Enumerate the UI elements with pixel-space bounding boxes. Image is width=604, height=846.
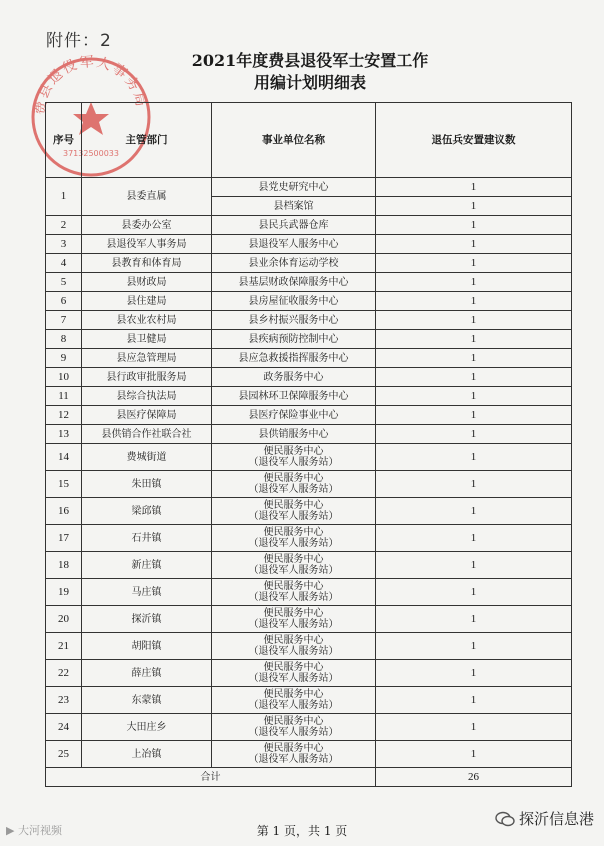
cell-unit — [212, 741, 376, 768]
table-row — [46, 330, 572, 349]
cell-count: 1 — [376, 235, 572, 254]
cell-unit-main: 县基层财政保障服务中心 — [238, 276, 349, 288]
cell-unit-sub: （退役军人服务站） — [248, 646, 339, 657]
table-row — [46, 741, 572, 768]
cell-count: 1 — [376, 349, 572, 368]
cell-seq: 11 — [46, 387, 82, 406]
cell-seq: 19 — [46, 579, 82, 606]
cell-unit-main: 便民服务中心 — [263, 743, 324, 754]
cell-dept: 探沂镇 — [82, 606, 212, 633]
cell-unit-main: 便民服务中心 — [263, 689, 324, 700]
cell-count: 1 — [376, 406, 572, 425]
cell-seq: 21 — [46, 633, 82, 660]
table-header-row — [46, 103, 572, 178]
cell-count: 1 — [376, 471, 572, 498]
cell-count: 1 — [376, 368, 572, 387]
cell-unit-main: 县应急救援指挥服务中心 — [238, 352, 349, 364]
cell-unit-sub: （退役军人服务站） — [248, 727, 339, 738]
cell-count: 1 — [376, 387, 572, 406]
table-row — [46, 579, 572, 606]
table-row — [46, 368, 572, 387]
cell-dept: 县供销合作社联合社 — [82, 425, 212, 444]
cell-dept: 费城街道 — [82, 444, 212, 471]
table-row — [46, 633, 572, 660]
cell-seq: 14 — [46, 444, 82, 471]
cell-seq: 4 — [46, 254, 82, 273]
cell-unit-sub: （退役军人服务站） — [248, 538, 339, 549]
cell-unit — [212, 273, 376, 292]
cell-count: 1 — [376, 444, 572, 471]
cell-seq: 20 — [46, 606, 82, 633]
cell-count: 1 — [376, 197, 572, 216]
cell-unit-sub: （退役军人服务站） — [248, 511, 339, 522]
watermark-left-text: 大河视频 — [17, 824, 62, 837]
cell-unit — [212, 216, 376, 235]
cell-dept: 县住建局 — [82, 292, 212, 311]
cell-unit — [212, 349, 376, 368]
cell-count: 1 — [376, 254, 572, 273]
cell-dept: 薛庄镇 — [82, 660, 212, 687]
cell-dept: 县教育和体育局 — [82, 254, 212, 273]
cell-count: 1 — [376, 660, 572, 687]
cell-unit-sub: （退役军人服务站） — [248, 673, 339, 684]
total-value: 26 — [376, 768, 572, 787]
cell-unit: 县档案馆 — [212, 197, 376, 216]
cell-seq: 22 — [46, 660, 82, 687]
cell-unit — [212, 498, 376, 525]
cell-unit — [212, 235, 376, 254]
cell-dept: 县医疗保障局 — [82, 406, 212, 425]
video-logo-icon: ▶ — [6, 824, 15, 837]
cell-unit-main: 便民服务中心 — [263, 662, 324, 673]
cell-dept: 县财政局 — [82, 273, 212, 292]
cell-seq: 6 — [46, 292, 82, 311]
cell-seq: 9 — [46, 349, 82, 368]
cell-unit-sub: （退役军人服务站） — [248, 565, 339, 576]
cell-count: 1 — [376, 606, 572, 633]
cell-seq: 23 — [46, 687, 82, 714]
cell-unit — [212, 254, 376, 273]
table-row — [46, 552, 572, 579]
table-row — [46, 254, 572, 273]
cell-unit-sub: （退役军人服务站） — [248, 754, 339, 765]
cell-seq: 25 — [46, 741, 82, 768]
cell-seq: 1 — [46, 178, 82, 216]
table-row — [46, 660, 572, 687]
cell-unit — [212, 471, 376, 498]
cell-seq: 24 — [46, 714, 82, 741]
cell-dept: 大田庄乡 — [82, 714, 212, 741]
cell-unit-main: 县疾病预防控制中心 — [248, 333, 339, 345]
cell-seq: 2 — [46, 216, 82, 235]
page-number: 第 1 页，共 1 页 — [256, 824, 348, 838]
cell-dept: 上冶镇 — [82, 741, 212, 768]
watermark-right — [495, 808, 594, 829]
wechat-icon — [495, 811, 515, 827]
cell-seq: 12 — [46, 406, 82, 425]
cell-seq: 5 — [46, 273, 82, 292]
table-row — [46, 425, 572, 444]
cell-seq: 17 — [46, 525, 82, 552]
table-row — [46, 273, 572, 292]
cell-count: 1 — [376, 178, 572, 197]
table-row — [46, 178, 572, 197]
cell-count: 1 — [376, 216, 572, 235]
cell-dept: 县综合执法局 — [82, 387, 212, 406]
table-row — [46, 292, 572, 311]
cell-count: 1 — [376, 714, 572, 741]
svg-text:37132500033: 37132500033 — [63, 149, 119, 158]
cell-dept: 县退役军人事务局 — [82, 235, 212, 254]
cell-unit — [212, 579, 376, 606]
table-row — [46, 349, 572, 368]
cell-dept: 县应急管理局 — [82, 349, 212, 368]
cell-count: 1 — [376, 579, 572, 606]
cell-unit-main: 便民服务中心 — [263, 473, 324, 484]
watermark-right-text: 探沂信息港 — [518, 810, 594, 828]
cell-unit-main: 便民服务中心 — [263, 581, 324, 592]
title-line-2: 用编计划明细表 — [253, 73, 366, 92]
cell-unit — [212, 330, 376, 349]
cell-unit — [212, 633, 376, 660]
title-line-1: 2021年度费县退役军士安置工作 — [191, 51, 429, 70]
cell-unit-main: 县业余体育运动学校 — [248, 257, 339, 269]
cell-unit-main: 便民服务中心 — [263, 500, 324, 511]
cell-seq: 7 — [46, 311, 82, 330]
cell-dept: 东蒙镇 — [82, 687, 212, 714]
cell-unit — [212, 606, 376, 633]
header-count: 退伍兵安置建议数 — [376, 103, 572, 178]
cell-unit-main: 便民服务中心 — [263, 446, 324, 457]
cell-dept: 石井镇 — [82, 525, 212, 552]
cell-dept: 县农业农村局 — [82, 311, 212, 330]
cell-unit-main: 便民服务中心 — [263, 635, 324, 646]
table-row — [46, 687, 572, 714]
table-body — [46, 178, 572, 787]
cell-count: 1 — [376, 330, 572, 349]
table-row — [46, 216, 572, 235]
cell-unit — [212, 444, 376, 471]
attachment-label: 附件：2 — [46, 31, 112, 51]
cell-unit — [212, 292, 376, 311]
table-row — [46, 406, 572, 425]
cell-unit — [212, 660, 376, 687]
cell-count: 1 — [376, 525, 572, 552]
svg-text:费县退役军人事务局: 费县退役军人事务局 — [32, 54, 150, 116]
cell-unit-main: 县房屋征收服务中心 — [248, 295, 339, 307]
cell-dept: 新庄镇 — [82, 552, 212, 579]
table-total-row — [46, 768, 572, 787]
cell-unit — [212, 368, 376, 387]
cell-count: 1 — [376, 633, 572, 660]
cell-seq: 3 — [46, 235, 82, 254]
cell-seq: 15 — [46, 471, 82, 498]
placement-plan-table — [45, 102, 572, 787]
cell-unit-sub: （退役军人服务站） — [248, 700, 339, 711]
cell-count: 1 — [376, 498, 572, 525]
table-row — [46, 525, 572, 552]
header-dept: 主管部门 — [82, 103, 212, 178]
cell-seq: 8 — [46, 330, 82, 349]
cell-dept: 梁邱镇 — [82, 498, 212, 525]
table-row — [46, 606, 572, 633]
header-seq: 序号 — [46, 103, 82, 178]
total-label: 合计 — [46, 768, 376, 787]
table-row — [46, 311, 572, 330]
cell-seq: 16 — [46, 498, 82, 525]
cell-count: 1 — [376, 741, 572, 768]
cell-unit-main: 县医疗保险事业中心 — [248, 409, 339, 421]
header-unit: 事业单位名称 — [212, 103, 376, 178]
table-row — [46, 714, 572, 741]
cell-unit-sub: （退役军人服务站） — [248, 484, 339, 495]
cell-dept: 朱田镇 — [82, 471, 212, 498]
cell-dept: 县委直属 — [82, 178, 212, 216]
table-row — [46, 387, 572, 406]
cell-count: 1 — [376, 687, 572, 714]
cell-unit-sub: （退役军人服务站） — [248, 457, 339, 468]
document-title — [160, 50, 460, 94]
cell-count: 1 — [376, 425, 572, 444]
table-row — [46, 444, 572, 471]
cell-count: 1 — [376, 273, 572, 292]
cell-count: 1 — [376, 292, 572, 311]
cell-count: 1 — [376, 311, 572, 330]
cell-seq: 18 — [46, 552, 82, 579]
cell-unit-main: 县退役军人服务中心 — [248, 238, 339, 250]
cell-unit — [212, 406, 376, 425]
watermark-left — [6, 822, 62, 838]
cell-unit-main: 县乡村振兴服务中心 — [248, 314, 339, 326]
cell-unit-sub: （退役军人服务站） — [248, 592, 339, 603]
cell-unit — [212, 387, 376, 406]
cell-unit-main: 政务服务中心 — [263, 371, 324, 383]
table-row — [46, 235, 572, 254]
cell-unit: 县党史研究中心 — [212, 178, 376, 197]
table-row — [46, 471, 572, 498]
cell-unit — [212, 311, 376, 330]
cell-unit-main: 便民服务中心 — [263, 527, 324, 538]
cell-dept: 胡阳镇 — [82, 633, 212, 660]
cell-unit — [212, 525, 376, 552]
cell-dept: 马庄镇 — [82, 579, 212, 606]
table-row — [46, 498, 572, 525]
cell-count: 1 — [376, 552, 572, 579]
cell-unit-sub: （退役军人服务站） — [248, 619, 339, 630]
cell-seq: 13 — [46, 425, 82, 444]
cell-dept: 县委办公室 — [82, 216, 212, 235]
cell-dept: 县行政审批服务局 — [82, 368, 212, 387]
cell-dept: 县卫健局 — [82, 330, 212, 349]
cell-unit-main: 县供销服务中心 — [258, 428, 329, 440]
cell-unit — [212, 425, 376, 444]
cell-unit — [212, 714, 376, 741]
cell-unit — [212, 687, 376, 714]
cell-unit — [212, 552, 376, 579]
cell-unit-main: 便民服务中心 — [263, 716, 324, 727]
cell-unit-main: 县园林环卫保障服务中心 — [238, 390, 349, 402]
cell-unit-main: 便民服务中心 — [263, 554, 324, 565]
cell-unit-main: 便民服务中心 — [263, 608, 324, 619]
cell-seq: 10 — [46, 368, 82, 387]
cell-unit-main: 县民兵武器仓库 — [258, 219, 329, 231]
